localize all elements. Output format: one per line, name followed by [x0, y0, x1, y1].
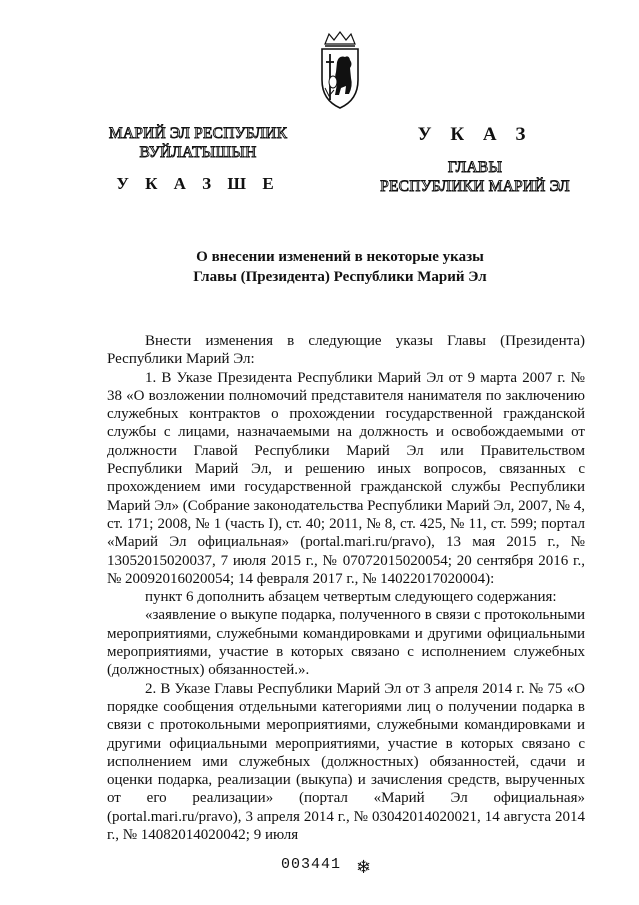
coat-of-arms-emblem: [317, 30, 363, 110]
header-right-block: [366, 124, 584, 196]
snowflake-mark-icon: ❄: [356, 857, 372, 877]
paragraph-item-1: 1. В Указе Президента Республики Марий Эл от 9 марта 2007 г. № 38 «О возложении полномочий представителя нанимателя по заключению служебных контрактов о прохождении государственной гражданской службы с лицами, назначаемыми на должность и освобождаемыми от должности Главой Республики Марий Эл или Правительством Республики Марий Эл, и решению иных вопросов, связанных с прохождением ими государственной гражданской службы Республики Марий Эл» (Собрание законодательства Республики Марий Эл, 2007, № 4, ст. 171; 2008, № 1 (часть I), ст. 40; 2011, № 8, ст. 425, № 11, ст. 599; портал «Марий Эл официальная» (portal.mari.ru/pravo), 13 мая 2015 г., № 13052015020037, 7 июля 2015 г., № 07072015020054; 20 сентября 2016 г., № 20092016020054; 14 февраля 2017 г., № 14022017020004):: [107, 369, 585, 587]
paragraph-item-1-quote: «заявление о выкупе подарка, полученного в связи с протокольными мероприятиями, служебными командировками и другими официальными мероприятиями, участие в которых связано с исполнением служебных (должностных) обязанностей.».: [107, 607, 585, 679]
title-line2: Главы (Президента) Республики Марий Эл: [193, 269, 487, 285]
header-left-line2: ВУЙЛАТЫШЫН: [139, 144, 257, 161]
header-right-line1: ГЛАВЫ: [447, 159, 503, 176]
header-right-line2: РЕСПУБЛИКИ МАРИЙ ЭЛ: [380, 178, 570, 195]
document-title: [80, 247, 600, 287]
document-body: [107, 332, 585, 844]
serial-number: 003441: [281, 856, 342, 873]
header-right-doc-type: У К А З: [417, 124, 533, 145]
paragraph-item-2: 2. В Указе Главы Республики Марий Эл от 3 апреля 2014 г. № 75 «О порядке сообщения отдельными категориями лиц о получении подарка в связи с протокольными мероприятиями, служебными командировками и другими официальными мероприятиями, участие в которых связано с исполнением ими служебных (должностных) обязанностей, сдачи и оценки подарка, реализации (выкупа) и зачисления средств, вырученных от его реализации» (портал «Марий Эл официальная» (portal.mari.ru/pravo), 3 апреля 2014 г., № 03042014020021, 14 августа 2014 г., № 14082014020042; 9 июля: [107, 680, 585, 844]
title-line1: О внесении изменений в некоторые указы: [196, 249, 484, 265]
paragraph-item-1-instruction: пункт 6 дополнить абзацем четвертым следующего содержания:: [145, 589, 557, 606]
header-left-block: [98, 124, 298, 194]
header-left-line1: МАРИЙ ЭЛ РЕСПУБЛИК: [108, 125, 288, 142]
header-left-doc-type: У К А З Ш Е: [116, 174, 280, 193]
paragraph-intro: Внести изменения в следующие указы Главы (Президента) Республики Марий Эл:: [107, 333, 585, 368]
